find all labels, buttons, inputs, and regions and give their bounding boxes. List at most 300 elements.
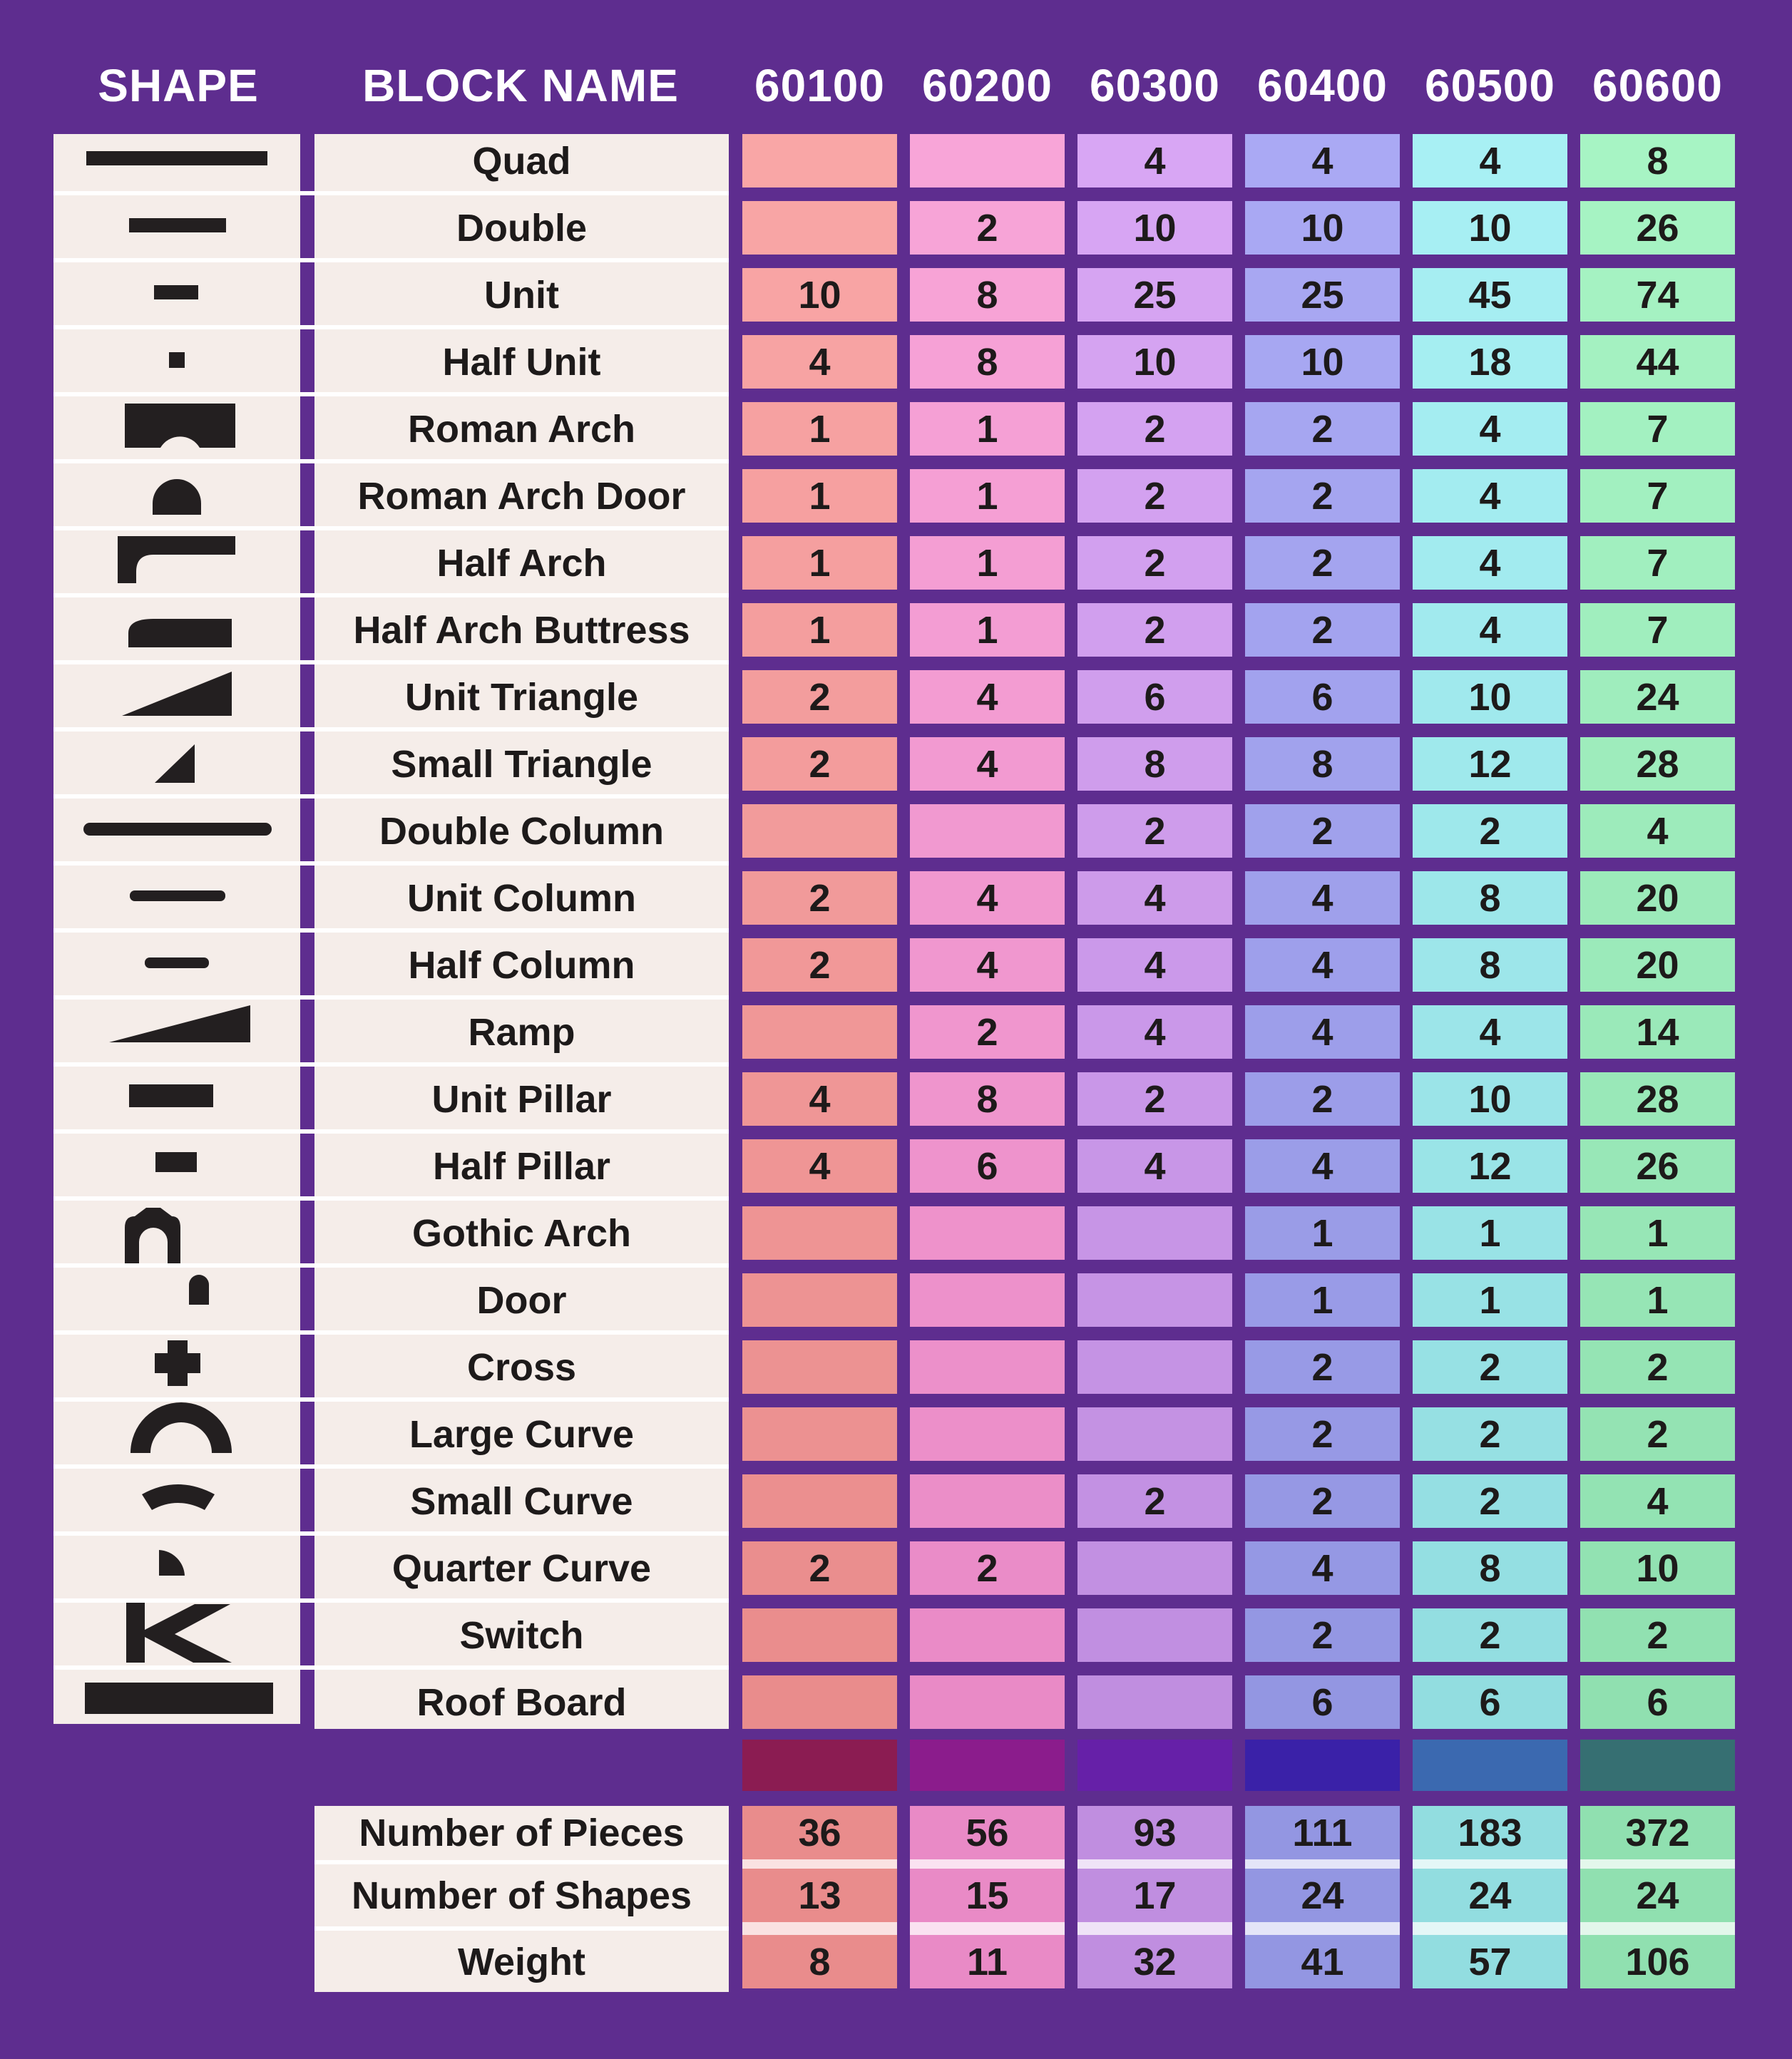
total-cell: 41: [1245, 1935, 1400, 1988]
row-divider: [53, 660, 729, 664]
count-cell: 4: [910, 737, 1065, 791]
cell-gap: [1077, 1394, 1232, 1407]
cell-gap: [1077, 858, 1232, 871]
count-cell: [910, 804, 1065, 858]
count-cell: [910, 1474, 1065, 1528]
cell-gap: [1077, 1260, 1232, 1273]
cell-gap: [742, 1461, 897, 1474]
count-cell: 10: [1245, 201, 1400, 255]
block-name-12: Unit Column: [314, 871, 729, 925]
cell-gap: [1245, 1922, 1400, 1935]
cell-gap: [742, 523, 897, 536]
block-name-6: Roman Arch Door: [314, 469, 729, 523]
count-cell: 2: [1245, 1072, 1400, 1126]
count-cell: 24: [1580, 670, 1735, 724]
count-cell: 1: [910, 469, 1065, 523]
cell-gap: [1077, 188, 1232, 201]
cell-gap: [742, 858, 897, 871]
count-cell: 10: [1413, 201, 1567, 255]
row-divider: [53, 325, 729, 329]
cell-gap: [910, 1394, 1065, 1407]
cell-gap: [1077, 255, 1232, 268]
block-name-8: Half Arch Buttress: [314, 603, 729, 657]
cell-gap: [1077, 724, 1232, 737]
row-divider: [53, 258, 729, 262]
cell-gap: [1077, 456, 1232, 469]
block-name-24: Roof Board: [314, 1675, 729, 1729]
cell-gap: [910, 188, 1065, 201]
unit-pillar-icon: [53, 1067, 300, 1134]
half-arch-icon: [53, 530, 300, 597]
count-cell: 28: [1580, 737, 1735, 791]
cell-gap: [742, 1528, 897, 1541]
cell-gap: [1245, 1260, 1400, 1273]
count-cell: 6: [1077, 670, 1232, 724]
cell-gap: [1245, 1126, 1400, 1139]
count-cell: 7: [1580, 402, 1735, 456]
row-divider: [53, 1330, 729, 1335]
count-cell: 10: [1413, 670, 1567, 724]
count-cell: 2: [742, 1541, 897, 1595]
count-cell: 26: [1580, 1139, 1735, 1193]
cell-gap: [742, 1126, 897, 1139]
cell-gap: [742, 1260, 897, 1273]
cell-gap: [1245, 523, 1400, 536]
cell-gap: [742, 992, 897, 1005]
half-pillar-icon: [53, 1134, 300, 1201]
count-cell: 4: [1413, 603, 1567, 657]
count-cell: 2: [1077, 603, 1232, 657]
total-cell: 11: [910, 1935, 1065, 1988]
count-cell: [910, 1675, 1065, 1729]
shape-header: SHAPE: [98, 60, 259, 111]
cell-gap: [910, 724, 1065, 737]
cell-gap: [742, 1859, 897, 1869]
set-header-60600: 60600: [1592, 60, 1723, 111]
count-cell: 4: [1077, 1005, 1232, 1059]
count-cell: [742, 201, 897, 255]
switch-icon: [53, 1603, 300, 1670]
cell-gap: [1413, 255, 1567, 268]
cell-gap: [1413, 791, 1567, 804]
cell-gap: [1245, 590, 1400, 603]
count-cell: 4: [910, 670, 1065, 724]
count-cell: 8: [910, 335, 1065, 389]
cell-gap: [742, 1059, 897, 1072]
total-cell: 56: [910, 1806, 1065, 1859]
total-cell: 183: [1413, 1806, 1567, 1859]
row-divider: [53, 191, 729, 195]
block-name-23: Switch: [314, 1608, 729, 1662]
quad-icon: [53, 128, 300, 195]
count-cell: 2: [742, 737, 897, 791]
count-cell: 4: [1413, 469, 1567, 523]
set-header-60400: 60400: [1257, 60, 1388, 111]
set-color-swatch-60600: [1580, 1740, 1735, 1791]
cell-gap: [1245, 255, 1400, 268]
count-cell: 8: [1077, 737, 1232, 791]
block-name-18: Door: [314, 1273, 729, 1327]
cell-gap: [1413, 590, 1567, 603]
set-color-swatch-60100: [742, 1740, 897, 1791]
set-color-swatch-60500: [1413, 1740, 1567, 1791]
cell-gap: [1077, 1859, 1232, 1869]
cell-gap: [1077, 389, 1232, 402]
cell-gap: [1413, 992, 1567, 1005]
count-cell: 18: [1413, 335, 1567, 389]
cell-gap: [1413, 1126, 1567, 1139]
count-cell: [742, 1206, 897, 1260]
count-cell: 10: [1245, 335, 1400, 389]
cell-gap: [910, 925, 1065, 938]
cell-gap: [1580, 1193, 1735, 1206]
cell-gap: [742, 791, 897, 804]
count-cell: 8: [1413, 871, 1567, 925]
cell-gap: [1580, 791, 1735, 804]
count-cell: 4: [742, 335, 897, 389]
cell-gap: [1580, 724, 1735, 737]
cell-gap: [1077, 1595, 1232, 1608]
total-cell: 93: [1077, 1806, 1232, 1859]
roman-arch-door-icon: [53, 463, 300, 530]
cell-gap: [1077, 1461, 1232, 1474]
row-divider: [53, 1464, 729, 1469]
block-name-7: Half Arch: [314, 536, 729, 590]
total-cell: 106: [1580, 1935, 1735, 1988]
cell-gap: [1077, 523, 1232, 536]
cell-gap: [742, 322, 897, 335]
small-triangle-icon: [53, 731, 300, 799]
count-cell: 2: [1077, 402, 1232, 456]
count-cell: 1: [1580, 1273, 1735, 1327]
totals-label-1: Number of Pieces: [314, 1806, 729, 1859]
cell-gap: [1077, 1528, 1232, 1541]
cell-gap: [1245, 1193, 1400, 1206]
count-cell: 10: [1077, 201, 1232, 255]
row-divider: [53, 1531, 729, 1536]
count-cell: 2: [1413, 1474, 1567, 1528]
cell-gap: [742, 389, 897, 402]
cell-gap: [910, 791, 1065, 804]
block-name-19: Cross: [314, 1340, 729, 1394]
count-cell: 4: [1245, 134, 1400, 188]
count-cell: 4: [1245, 871, 1400, 925]
cell-gap: [1580, 590, 1735, 603]
cell-gap: [1580, 389, 1735, 402]
roman-arch-icon: [53, 396, 300, 463]
row-divider: [53, 1598, 729, 1603]
count-cell: 2: [1245, 469, 1400, 523]
row-divider: [53, 526, 729, 530]
count-cell: [742, 1340, 897, 1394]
cell-gap: [1413, 1193, 1567, 1206]
cell-gap: [1580, 992, 1735, 1005]
count-cell: 2: [742, 670, 897, 724]
count-cell: 25: [1245, 268, 1400, 322]
cell-gap: [1413, 724, 1567, 737]
row-divider: [53, 1397, 729, 1402]
block-name-1: Quad: [314, 134, 729, 188]
count-cell: 4: [910, 871, 1065, 925]
count-cell: 8: [1580, 134, 1735, 188]
unit-triangle-icon: [53, 664, 300, 731]
cross-icon: [53, 1335, 300, 1402]
set-color-swatch-60400: [1245, 1740, 1400, 1791]
cell-gap: [1077, 1193, 1232, 1206]
cell-gap: [1413, 858, 1567, 871]
cell-gap: [910, 1595, 1065, 1608]
count-cell: 2: [1245, 1474, 1400, 1528]
unit-column-icon: [53, 866, 300, 933]
count-cell: 4: [1245, 938, 1400, 992]
count-cell: [1077, 1608, 1232, 1662]
count-cell: 4: [1413, 402, 1567, 456]
count-cell: 8: [910, 268, 1065, 322]
count-cell: 10: [742, 268, 897, 322]
cell-gap: [1413, 523, 1567, 536]
cell-gap: [1580, 1126, 1735, 1139]
count-cell: 2: [1413, 804, 1567, 858]
cell-gap: [1245, 1327, 1400, 1340]
set-header-60200: 60200: [922, 60, 1053, 111]
count-cell: 2: [1580, 1608, 1735, 1662]
count-cell: [742, 134, 897, 188]
total-cell: 8: [742, 1935, 897, 1988]
total-cell: 24: [1245, 1869, 1400, 1922]
row-divider: [53, 392, 729, 396]
count-cell: 2: [1413, 1340, 1567, 1394]
count-cell: 7: [1580, 603, 1735, 657]
count-cell: 44: [1580, 335, 1735, 389]
block-name-9: Unit Triangle: [314, 670, 729, 724]
count-cell: 1: [742, 536, 897, 590]
cell-gap: [742, 1595, 897, 1608]
double-column-icon: [53, 799, 300, 866]
total-cell: 13: [742, 1869, 897, 1922]
block-name-16: Half Pillar: [314, 1139, 729, 1193]
cell-gap: [742, 925, 897, 938]
cell-gap: [1077, 992, 1232, 1005]
row-divider: [53, 1062, 729, 1067]
count-cell: 26: [1580, 201, 1735, 255]
count-cell: 10: [1077, 335, 1232, 389]
cell-gap: [1413, 1662, 1567, 1675]
count-cell: 12: [1413, 1139, 1567, 1193]
cell-gap: [742, 1327, 897, 1340]
cell-gap: [1245, 1059, 1400, 1072]
roof-board-icon: [53, 1670, 300, 1737]
count-cell: 2: [1245, 402, 1400, 456]
cell-gap: [1077, 1662, 1232, 1675]
count-cell: 74: [1580, 268, 1735, 322]
cell-gap: [1077, 1059, 1232, 1072]
cell-gap: [742, 255, 897, 268]
count-cell: [1077, 1206, 1232, 1260]
count-cell: 2: [1245, 1608, 1400, 1662]
block-name-4: Half Unit: [314, 335, 729, 389]
count-cell: 6: [1245, 1675, 1400, 1729]
count-cell: 2: [1077, 1072, 1232, 1126]
count-cell: [742, 1608, 897, 1662]
row-divider: [53, 459, 729, 463]
count-cell: 25: [1077, 268, 1232, 322]
count-cell: 12: [1413, 737, 1567, 791]
count-cell: 6: [1413, 1675, 1567, 1729]
count-cell: 8: [1413, 938, 1567, 992]
cell-gap: [1413, 1859, 1567, 1869]
count-cell: 4: [1245, 1005, 1400, 1059]
total-cell: 24: [1580, 1869, 1735, 1922]
cell-gap: [742, 456, 897, 469]
count-cell: 1: [910, 536, 1065, 590]
cell-gap: [1077, 590, 1232, 603]
cell-gap: [1413, 322, 1567, 335]
cell-gap: [1413, 1394, 1567, 1407]
block-name-15: Unit Pillar: [314, 1072, 729, 1126]
cell-gap: [1413, 1922, 1567, 1935]
cell-gap: [1580, 523, 1735, 536]
count-cell: 1: [742, 402, 897, 456]
half-unit-icon: [53, 329, 300, 396]
row-divider: [53, 794, 729, 799]
set-color-swatch-60200: [910, 1740, 1065, 1791]
total-cell: 15: [910, 1869, 1065, 1922]
count-cell: 8: [910, 1072, 1065, 1126]
total-cell: 24: [1413, 1869, 1567, 1922]
count-cell: 1: [1413, 1273, 1567, 1327]
count-cell: 10: [1580, 1541, 1735, 1595]
count-cell: 4: [1413, 536, 1567, 590]
cell-gap: [1580, 456, 1735, 469]
cell-gap: [742, 724, 897, 737]
cell-gap: [742, 1662, 897, 1675]
count-cell: 4: [1077, 938, 1232, 992]
cell-gap: [1580, 1394, 1735, 1407]
cell-gap: [1413, 925, 1567, 938]
count-cell: 7: [1580, 469, 1735, 523]
block-name-header: BLOCK NAME: [362, 60, 679, 111]
cell-gap: [1245, 992, 1400, 1005]
unit-icon: [53, 262, 300, 329]
cell-gap: [1580, 1922, 1735, 1935]
row-divider: [53, 593, 729, 597]
cell-gap: [910, 1327, 1065, 1340]
row-divider: [53, 861, 729, 866]
count-cell: 1: [910, 603, 1065, 657]
cell-gap: [1245, 322, 1400, 335]
count-cell: 4: [1580, 804, 1735, 858]
count-cell: [910, 1273, 1065, 1327]
cell-gap: [910, 1126, 1065, 1139]
cell-gap: [1245, 188, 1400, 201]
set-color-swatch-60300: [1077, 1740, 1232, 1791]
cell-gap: [742, 188, 897, 201]
cell-gap: [910, 590, 1065, 603]
cell-gap: [1245, 1528, 1400, 1541]
count-cell: 2: [1580, 1340, 1735, 1394]
cell-gap: [1245, 657, 1400, 670]
cell-gap: [910, 456, 1065, 469]
count-cell: 4: [1245, 1139, 1400, 1193]
block-name-17: Gothic Arch: [314, 1206, 729, 1260]
half-column-icon: [53, 933, 300, 1000]
cell-gap: [910, 657, 1065, 670]
quarter-curve-icon: [53, 1536, 300, 1603]
count-cell: 2: [910, 1005, 1065, 1059]
count-cell: 2: [1077, 469, 1232, 523]
cell-gap: [1245, 858, 1400, 871]
count-cell: [742, 1675, 897, 1729]
block-name-11: Double Column: [314, 804, 729, 858]
count-cell: 1: [742, 603, 897, 657]
set-header-60100: 60100: [754, 60, 885, 111]
cell-gap: [1580, 1327, 1735, 1340]
count-cell: [1077, 1675, 1232, 1729]
count-cell: 2: [1580, 1407, 1735, 1461]
gothic-arch-icon: [53, 1201, 300, 1268]
total-cell: 32: [1077, 1935, 1232, 1988]
row-divider: [53, 1129, 729, 1134]
row-divider: [53, 1665, 729, 1670]
count-cell: 6: [1580, 1675, 1735, 1729]
cell-gap: [910, 389, 1065, 402]
cell-gap: [1077, 1922, 1232, 1935]
block-name-13: Half Column: [314, 938, 729, 992]
cell-gap: [1077, 1126, 1232, 1139]
block-name-22: Quarter Curve: [314, 1541, 729, 1595]
row-divider: [53, 1196, 729, 1201]
count-cell: 1: [910, 402, 1065, 456]
row-divider: [314, 1860, 729, 1864]
half-arch-buttress-icon: [53, 597, 300, 664]
cell-gap: [1413, 1528, 1567, 1541]
count-cell: 4: [1245, 1541, 1400, 1595]
cell-gap: [910, 1193, 1065, 1206]
row-divider: [314, 1926, 729, 1931]
count-cell: 14: [1580, 1005, 1735, 1059]
total-cell: 36: [742, 1806, 897, 1859]
cell-gap: [1580, 322, 1735, 335]
cell-gap: [1580, 1859, 1735, 1869]
total-cell: 17: [1077, 1869, 1232, 1922]
cell-gap: [1413, 456, 1567, 469]
count-cell: 4: [910, 938, 1065, 992]
cell-gap: [1245, 389, 1400, 402]
cell-gap: [910, 1461, 1065, 1474]
cell-gap: [910, 1059, 1065, 1072]
count-cell: [910, 1407, 1065, 1461]
cell-gap: [1077, 322, 1232, 335]
cell-gap: [742, 657, 897, 670]
cell-gap: [1580, 1461, 1735, 1474]
cell-gap: [1413, 1595, 1567, 1608]
cell-gap: [1245, 1461, 1400, 1474]
block-name-21: Small Curve: [314, 1474, 729, 1528]
count-cell: 1: [1245, 1273, 1400, 1327]
count-cell: 28: [1580, 1072, 1735, 1126]
cell-gap: [742, 1193, 897, 1206]
count-cell: 2: [1413, 1407, 1567, 1461]
count-cell: 2: [1245, 1407, 1400, 1461]
cell-gap: [1413, 389, 1567, 402]
total-cell: 372: [1580, 1806, 1735, 1859]
count-cell: 2: [742, 871, 897, 925]
cell-gap: [1413, 1461, 1567, 1474]
cell-gap: [742, 1394, 897, 1407]
row-divider: [53, 995, 729, 1000]
count-cell: 4: [1413, 1005, 1567, 1059]
cell-gap: [1245, 1859, 1400, 1869]
